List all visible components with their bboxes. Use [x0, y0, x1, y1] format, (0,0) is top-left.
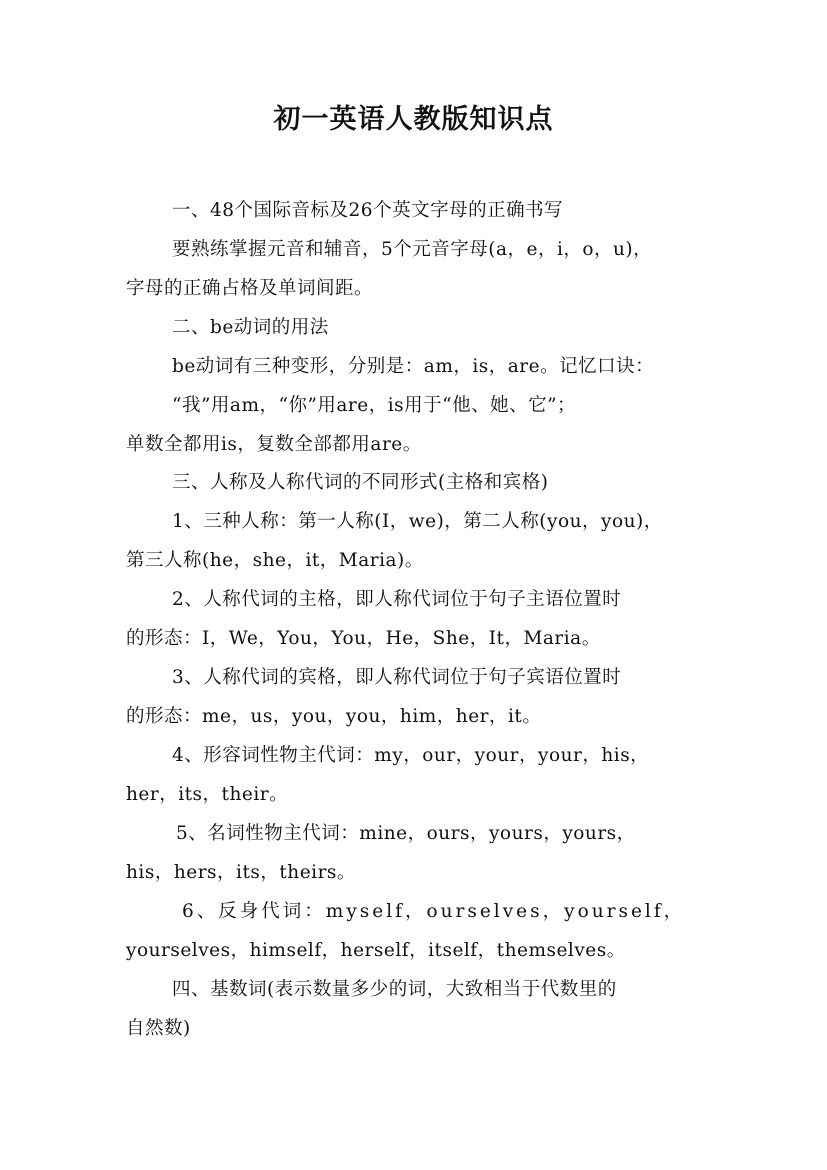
paragraph-line: her，its，their。 [126, 784, 289, 805]
paragraph-line: 4、形容词性物主代词：my，our，your，your，his， [172, 745, 650, 766]
paragraph-line: be动词有三种变形，分别是：am，is，are。记忆口诀： [172, 356, 655, 377]
paragraph-line: 3、人称代词的宾格，即人称代词位于句子宾语位置时 [172, 667, 622, 688]
paragraph-line: yourselves，himself，herself，itself，themselves。 [126, 940, 626, 961]
paragraph-line: 要熟练掌握元音和辅音，5个元音字母(a，e，i，o，u)， [172, 239, 653, 260]
section-heading-3: 三、人称及人称代词的不同形式(主格和宾格) [172, 472, 549, 493]
paragraph-line: 6、反身代词：myself，ourselves，yourself， [182, 901, 686, 922]
paragraph-line: 1、三种人称：第一人称(I，we)，第二人称(you，you)， [172, 511, 663, 532]
paragraph-line: “我”用am，“你”用are，is用于“他、她、它”； [172, 395, 577, 416]
document-title: 初一英语人教版知识点 [273, 104, 554, 135]
paragraph-line: 的形态：me，us，you，you，him，her，it。 [126, 706, 542, 727]
paragraph-line: 的形态：I，We，You，You，He，She，It，Maria。 [126, 628, 601, 649]
section-heading-1: 一、48个国际音标及26个英文字母的正确书写 [172, 200, 564, 221]
paragraph-line: 单数全都用is，复数全部都用are。 [126, 434, 422, 455]
paragraph-line: 第三人称(he，she，it，Maria)。 [126, 550, 424, 571]
section-heading-4: 四、基数词(表示数量多少的词，大致相当于代数里的 [172, 979, 617, 1000]
paragraph-line: 2、人称代词的主格，即人称代词位于句子主语位置时 [172, 589, 622, 610]
paragraph-line: 字母的正确占格及单词间距。 [126, 278, 374, 299]
paragraph-line: 5、名词性物主代词：mine，ours，yours，yours， [176, 823, 636, 844]
paragraph-line: 自然数) [126, 1018, 191, 1039]
section-heading-2: 二、be动词的用法 [172, 317, 329, 338]
paragraph-line: his，hers，its，theirs。 [126, 862, 356, 883]
